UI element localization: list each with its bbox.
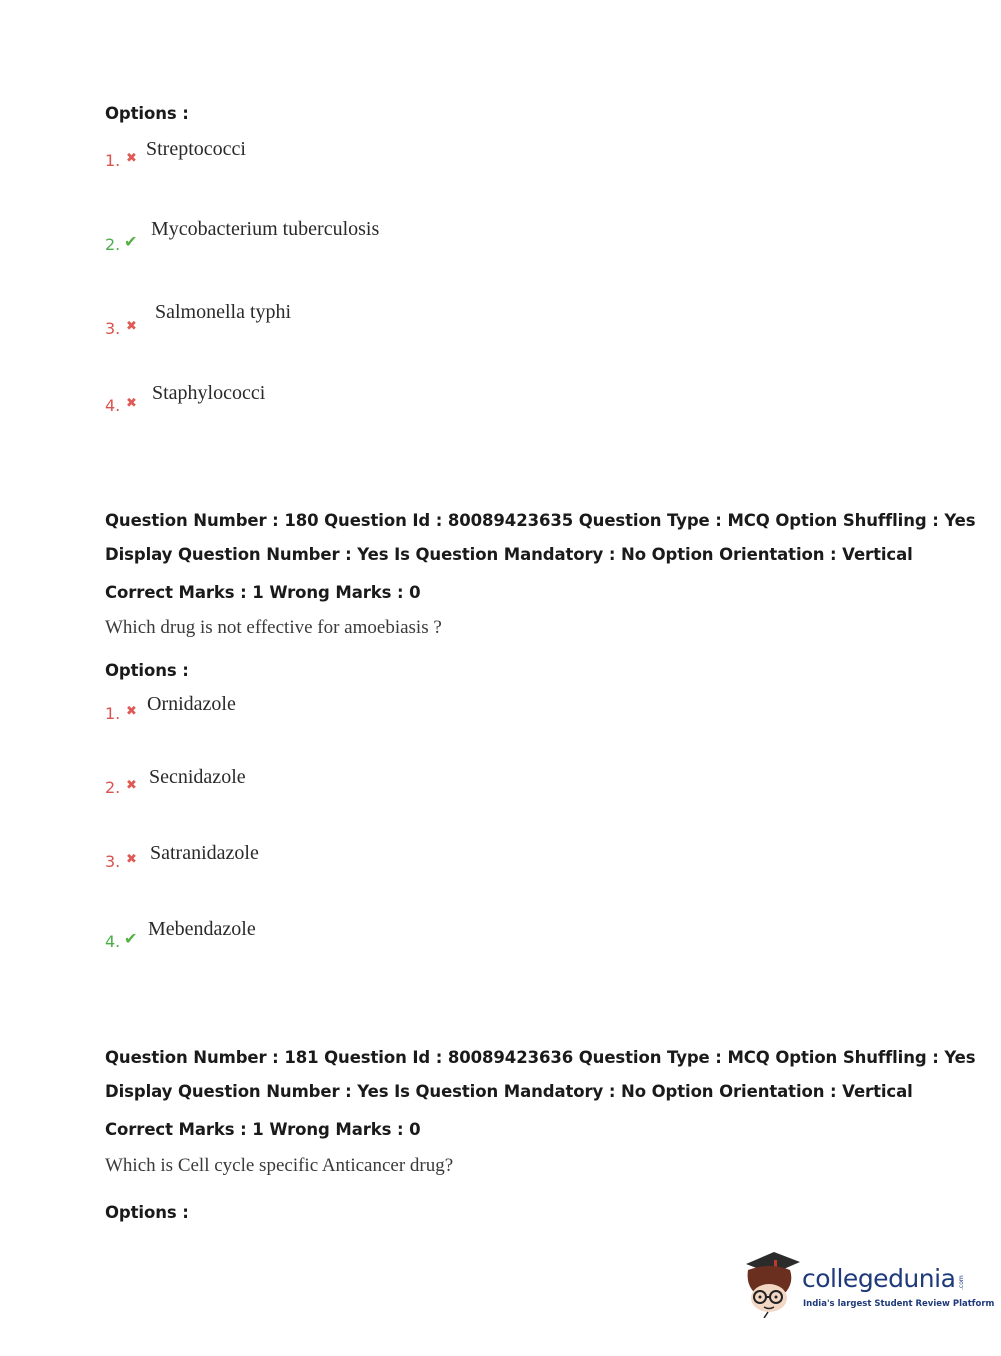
- option-text: Ornidazole: [147, 693, 236, 715]
- option-number: 3.: [105, 319, 121, 338]
- question-meta-line: Question Number : 181 Question Id : 80089423636 Question Type : MCQ Option Shuffling : Yes: [105, 1048, 976, 1067]
- option-text: Mebendazole: [148, 918, 256, 940]
- mascot-icon: [740, 1248, 800, 1318]
- options-label: Options :: [105, 1203, 189, 1222]
- question-meta-line: Display Question Number : Yes Is Question Mandatory : No Option Orientation : Vertical: [105, 1082, 913, 1101]
- brand-name: collegedunia: [802, 1264, 956, 1293]
- option-number: 3.: [105, 852, 121, 871]
- option-number: 2.: [105, 778, 121, 797]
- wrong-mark-icon: ✖: [126, 151, 137, 166]
- question-text: Which is Cell cycle specific Anticancer drug?: [105, 1155, 454, 1176]
- option-text: Staphylococci: [152, 382, 266, 404]
- option-text: Secnidazole: [149, 766, 246, 788]
- wrong-mark-icon: ✖: [126, 396, 137, 411]
- wrong-mark-icon: ✖: [126, 704, 137, 719]
- wrong-mark-icon: ✖: [126, 852, 137, 867]
- collegedunia-logo: [740, 1248, 995, 1320]
- brand-com: .com: [958, 1275, 965, 1290]
- option-number: 1.: [105, 704, 121, 723]
- option-number: 4.: [105, 932, 121, 951]
- options-label: Options :: [105, 104, 189, 123]
- correct-mark-icon: ✔: [124, 232, 138, 251]
- correct-mark-icon: ✔: [124, 929, 138, 948]
- question-meta-line: Display Question Number : Yes Is Question Mandatory : No Option Orientation : Vertical: [105, 545, 913, 564]
- option-number: 4.: [105, 396, 121, 415]
- option-text: Streptococci: [146, 138, 246, 160]
- wrong-mark-icon: ✖: [126, 778, 137, 793]
- option-number: 2.: [105, 235, 121, 254]
- wrong-mark-icon: ✖: [126, 319, 137, 334]
- question-text: Which drug is not effective for amoebiasis ?: [105, 617, 442, 638]
- marks-line: Correct Marks : 1 Wrong Marks : 0: [105, 1120, 421, 1139]
- question-meta-line: Question Number : 180 Question Id : 80089423635 Question Type : MCQ Option Shuffling : Yes: [105, 511, 976, 530]
- option-text: Salmonella typhi: [155, 301, 292, 323]
- marks-line: Correct Marks : 1 Wrong Marks : 0: [105, 583, 421, 602]
- option-number: 1.: [105, 151, 121, 170]
- option-text: Satranidazole: [150, 842, 259, 864]
- options-label: Options :: [105, 661, 189, 680]
- brand-tagline: India's largest Student Review Platform: [803, 1299, 995, 1309]
- option-text: Mycobacterium tuberculosis: [151, 218, 380, 240]
